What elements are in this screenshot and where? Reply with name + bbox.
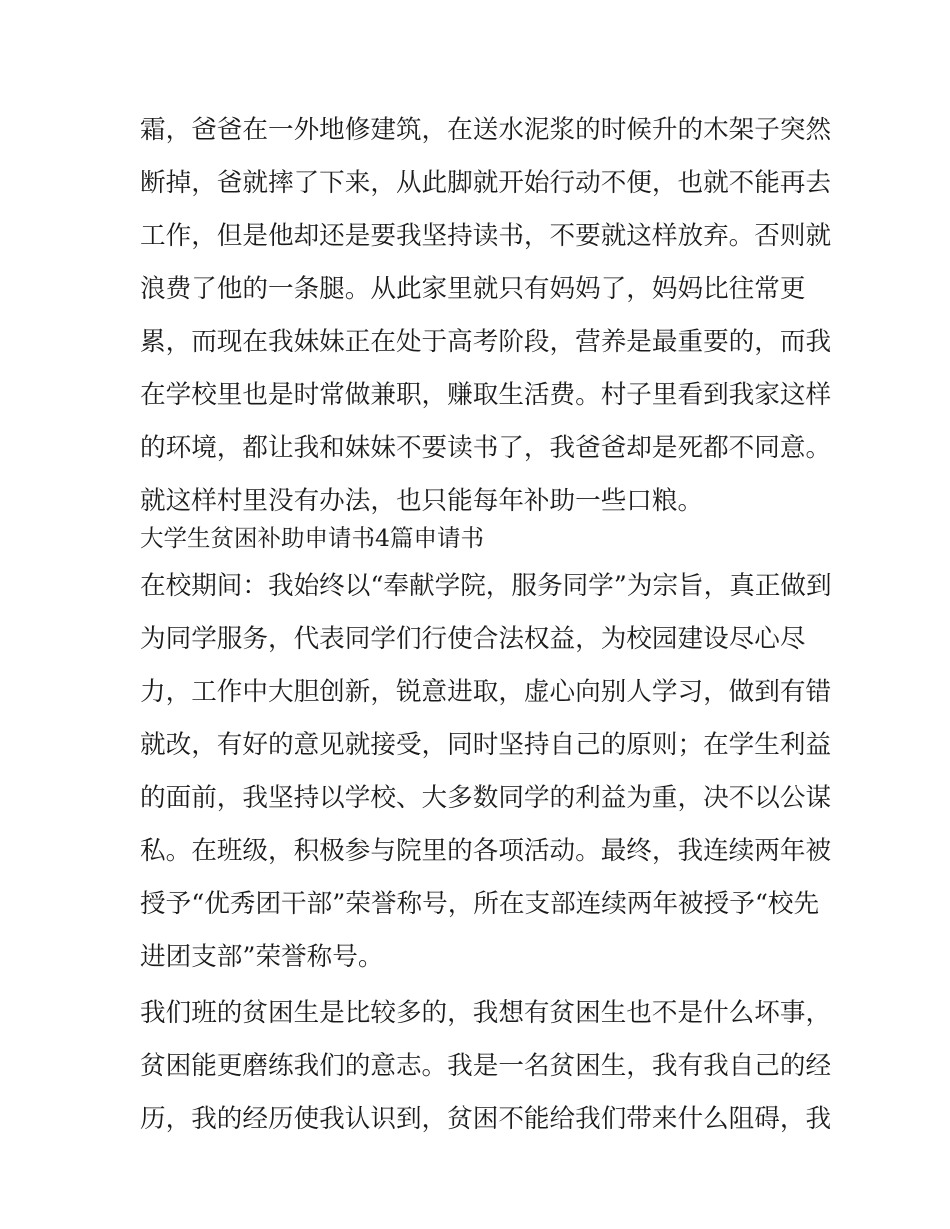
paragraph-2-line: 就改，有好的意见就接受，同时坚持自己的原则；在学生利益 (140, 730, 832, 760)
paragraph-3-line: 历，我的经历使我认识到，贫困不能给我们带来什么阻碍，我 (140, 1104, 832, 1134)
paragraph-1-line: 浪费了他的一条腿。从此家里就只有妈妈了，妈妈比往常更 (140, 274, 806, 304)
section-heading: 大学生贫困补助申请书4篇申请书 (140, 524, 484, 552)
paragraph-3-line: 我们班的贫困生是比较多的，我想有贫困生也不是什么坏事， (140, 998, 832, 1028)
paragraph-2-line: 进团支部”荣誉称号。 (140, 942, 384, 972)
paragraph-2-line: 的面前，我坚持以学校、大多数同学的利益为重，决不以公谋 (140, 783, 832, 813)
paragraph-1-line: 在学校里也是时常做兼职，赚取生活费。村子里看到我家这样 (140, 380, 832, 410)
paragraph-1-line: 工作，但是他却还是要我坚持读书，不要就这样放弃。否则就 (140, 221, 832, 251)
paragraph-1-line: 的环境，都让我和妹妹不要读书了，我爸爸却是死都不同意。 (140, 433, 832, 463)
paragraph-2-line: 力，工作中大胆创新，锐意进取，虚心向别人学习，做到有错 (140, 677, 832, 707)
paragraph-2-line: 为同学服务，代表同学们行使合法权益，为校园建设尽心尽 (140, 624, 806, 654)
paragraph-1-line: 就这样村里没有办法，也只能每年补助一些口粮。 (140, 486, 704, 516)
paragraph-1-line: 霜，爸爸在一外地修建筑，在送水泥浆的时候升的木架子突然 (140, 115, 832, 145)
paragraph-3-line: 贫困能更磨练我们的意志。我是一名贫困生，我有我自己的经 (140, 1051, 832, 1081)
paragraph-2-line: 授予“优秀团干部”荣誉称号，所在支部连续两年被授予“校先 (140, 889, 820, 919)
paragraph-1-line: 断掉，爸就摔了下来，从此脚就开始行动不便，也就不能再去 (140, 168, 832, 198)
paragraph-1-line: 累，而现在我妹妹正在处于高考阶段，营养是最重要的，而我 (140, 327, 832, 357)
paragraph-2-line: 私。在班级，积极参与院里的各项活动。最终，我连续两年被 (140, 836, 832, 866)
paragraph-2-line: 在校期间：我始终以“奉献学院，服务同学”为宗旨，真正做到 (140, 571, 832, 601)
